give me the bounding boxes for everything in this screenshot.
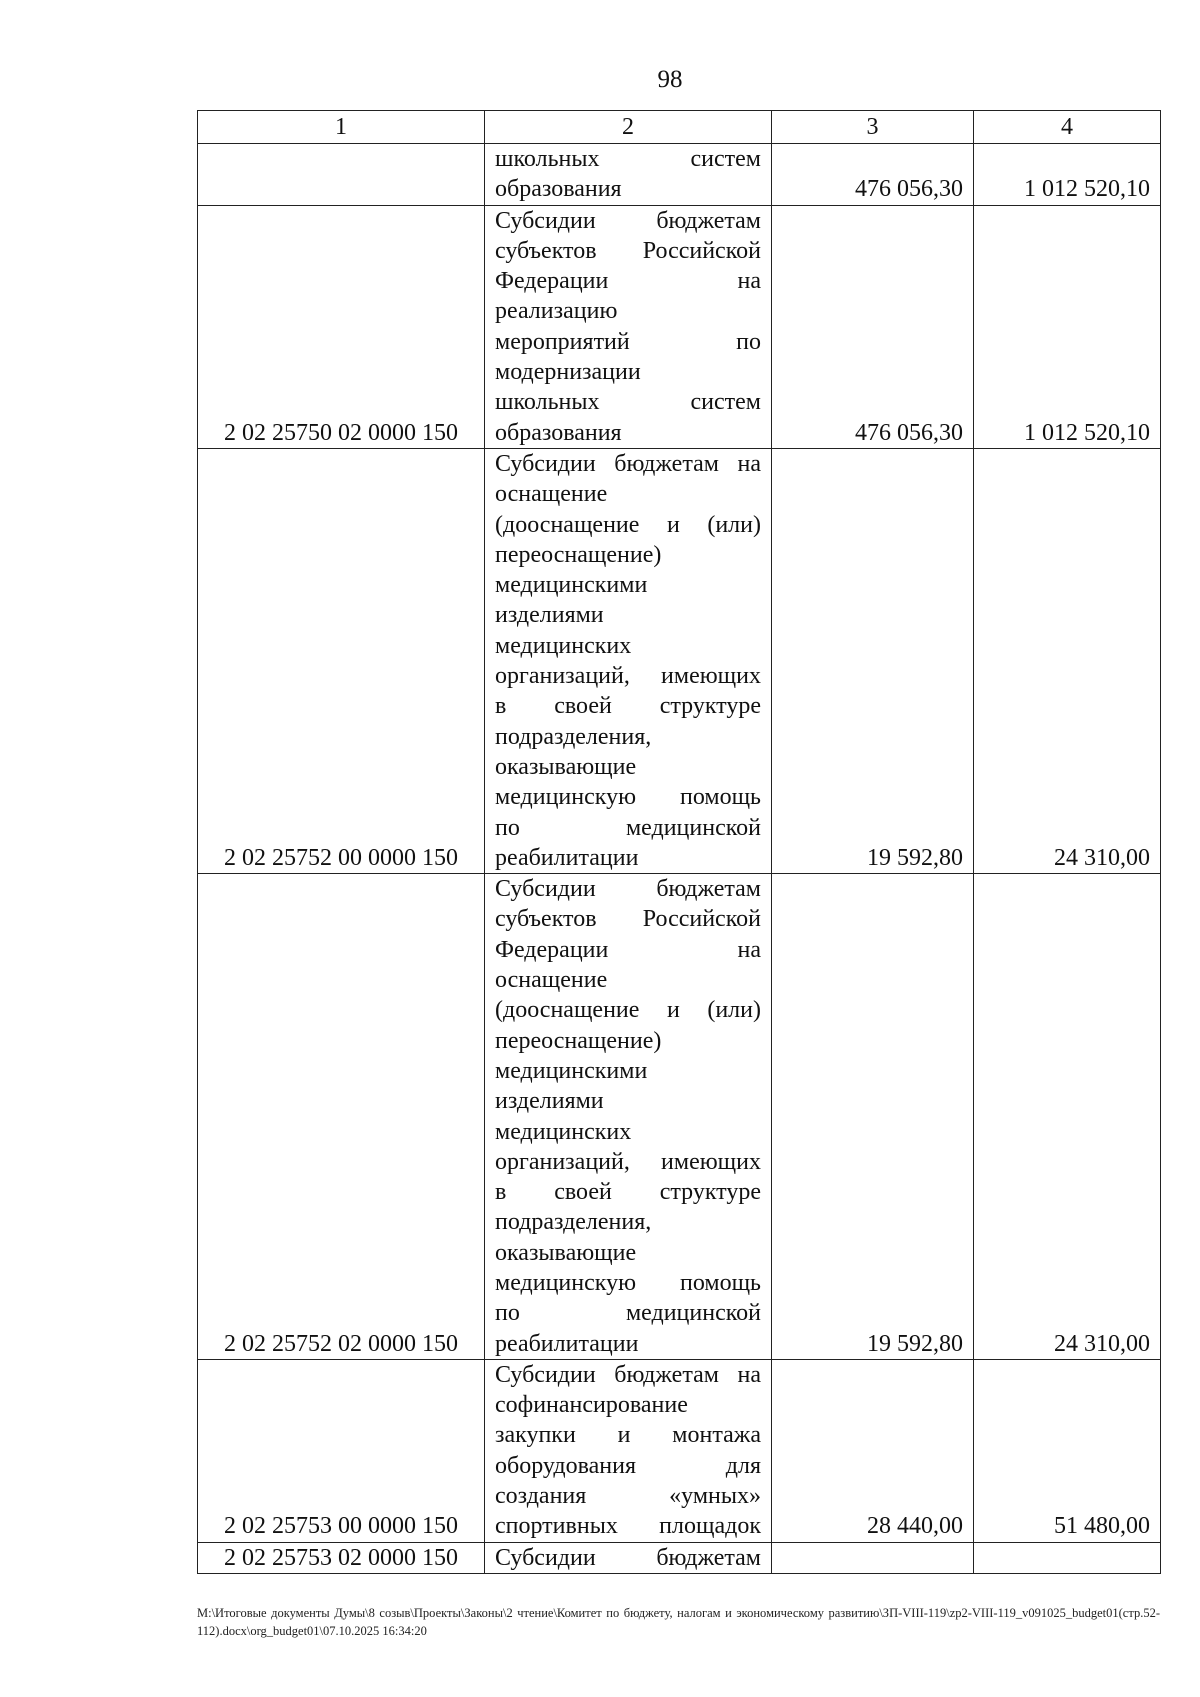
description-line: в своей структуре (495, 1179, 761, 1206)
description-line: закупки и монтажа (495, 1422, 761, 1449)
table-row (198, 874, 1161, 1360)
amount-col-3-cell: 476 056,30 (772, 144, 974, 206)
description-line: организаций, имеющих (495, 663, 761, 690)
description-line: изделиями (495, 602, 604, 629)
description-line: переоснащение) (495, 541, 662, 568)
budget-code-cell: 2 02 25752 02 0000 150 (198, 874, 485, 1360)
table-row (198, 1542, 1161, 1573)
description-line: оснащение (495, 481, 608, 508)
description-line: создания «умных» (495, 1483, 761, 1510)
description-line: субъектов Российской (495, 906, 761, 933)
description-line: Федерации на (495, 936, 761, 963)
table-row (198, 144, 1161, 206)
amount-col-4-cell: 51 480,00 (974, 1359, 1161, 1542)
table-header-row (198, 111, 1161, 144)
description-line: медицинскую помощь (495, 784, 761, 811)
description-line: Федерации на (495, 268, 761, 295)
page-number: 98 (657, 66, 683, 93)
description-line: Субсидии бюджетам на (495, 450, 761, 477)
description-line: (дооснащение и (или) (495, 997, 761, 1024)
description-line: реализацию (495, 298, 618, 325)
budget-code-cell: 2 02 25750 02 0000 150 (198, 205, 485, 448)
header-col-2: 2 (485, 111, 772, 144)
amount-col-4-cell: 24 310,00 (974, 874, 1161, 1360)
budget-code-cell: 2 02 25752 00 0000 150 (198, 448, 485, 873)
document-file-path: M:\Итоговые документы Думы\8 созыв\Проекты\Законы\2 чтение\Комитет по бюджету, налогам и экономическому развитию\ЗП-VIII-119\zp2-VIII-119_v091025_budget01(стр.52-112).docx\org_budget01\07.10.2025 16:34:20 (197, 1606, 1160, 1638)
description-line: реабилитации (495, 1330, 639, 1357)
description-line: медицинских (495, 1118, 632, 1145)
description-line: Субсидии бюджетам (495, 1544, 761, 1571)
amount-col-3-cell: 19 592,80 (772, 874, 974, 1360)
description-line: подразделения, (495, 1209, 652, 1236)
description-line: мероприятий по (495, 328, 761, 355)
description-line: медицинских (495, 632, 632, 659)
description-line: образования (495, 419, 622, 446)
description-line: (дооснащение и (или) (495, 511, 761, 538)
description-cell (485, 1359, 772, 1542)
description-line: спортивных площадок (495, 1513, 761, 1540)
table-row (198, 205, 1161, 448)
header-col-3: 3 (772, 111, 974, 144)
budget-code-cell (198, 144, 485, 206)
budget-code-cell: 2 02 25753 00 0000 150 (198, 1359, 485, 1542)
description-line: образования (495, 176, 622, 203)
description-line: медицинскими (495, 1057, 648, 1084)
description-cell (485, 874, 772, 1360)
table-body (198, 144, 1161, 1574)
header-col-1: 1 (198, 111, 485, 144)
amount-col-4-cell: 1 012 520,10 (974, 144, 1161, 206)
description-line: оказывающие (495, 1239, 637, 1266)
table-row (198, 1359, 1161, 1542)
description-cell (485, 144, 772, 206)
description-cell (485, 448, 772, 873)
description-line: школьных систем (495, 389, 761, 416)
description-line: по медицинской (495, 814, 761, 841)
description-line: оказывающие (495, 753, 637, 780)
amount-col-3-cell (772, 1542, 974, 1573)
description-line: подразделения, (495, 723, 652, 750)
amount-col-3-cell: 476 056,30 (772, 205, 974, 448)
description-cell (485, 205, 772, 448)
amount-col-3-cell: 28 440,00 (772, 1359, 974, 1542)
table-row (198, 448, 1161, 873)
description-line: Субсидии бюджетам (495, 876, 761, 903)
amount-col-4-cell (974, 1542, 1161, 1573)
description-line: оснащение (495, 967, 608, 994)
description-line: Субсидии бюджетам на (495, 1361, 761, 1388)
description-line: школьных систем (495, 146, 761, 172)
amount-col-3-cell: 19 592,80 (772, 448, 974, 873)
header-col-4: 4 (974, 111, 1161, 144)
description-line: организаций, имеющих (495, 1148, 761, 1175)
description-line: субъектов Российской (495, 237, 761, 264)
description-line: изделиями (495, 1088, 604, 1115)
description-line: в своей структуре (495, 693, 761, 720)
description-line: Субсидии бюджетам (495, 207, 761, 234)
budget-code-cell: 2 02 25753 02 0000 150 (198, 1542, 485, 1573)
amount-col-4-cell: 1 012 520,10 (974, 205, 1161, 448)
description-cell (485, 1542, 772, 1573)
description-line: переоснащение) (495, 1027, 662, 1054)
description-line: медицинскими (495, 572, 648, 599)
description-line: реабилитации (495, 844, 639, 871)
description-line: медицинскую помощь (495, 1269, 761, 1296)
description-line: оборудования для (495, 1452, 761, 1479)
description-line: модернизации (495, 359, 641, 386)
description-line: софинансирование (495, 1392, 688, 1419)
budget-table (197, 110, 1161, 1574)
description-line: по медицинской (495, 1300, 761, 1327)
amount-col-4-cell: 24 310,00 (974, 448, 1161, 873)
